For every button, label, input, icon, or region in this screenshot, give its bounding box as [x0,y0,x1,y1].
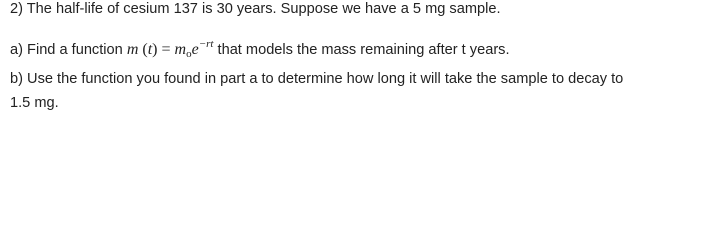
formula-var: t [147,41,153,58]
formula-exponent: −rt [198,38,214,50]
formula-base: m [174,41,187,58]
problem-header: 2) The half-life of cesium 137 is 30 years. Suppose we have a 5 mg sample. [10,1,501,17]
formula-close: ) [152,41,158,58]
part-a-prefix: a) Find a function [10,42,127,58]
part-b-line-1: b) Use the function you found in part a to determine how long it will take the sample to decay to [10,71,624,87]
mass-function-formula [126,38,214,60]
part-a-suffix: that models the mass remaining after t years. [213,42,510,58]
part-a [10,35,510,63]
formula-fn: m [126,41,139,58]
formula-e: e [191,41,199,58]
formula-open: ( [142,41,148,58]
formula-eq: = [161,41,171,58]
formula-sub: o [186,48,192,60]
part-b-line-2: 1.5 mg. [10,95,59,111]
